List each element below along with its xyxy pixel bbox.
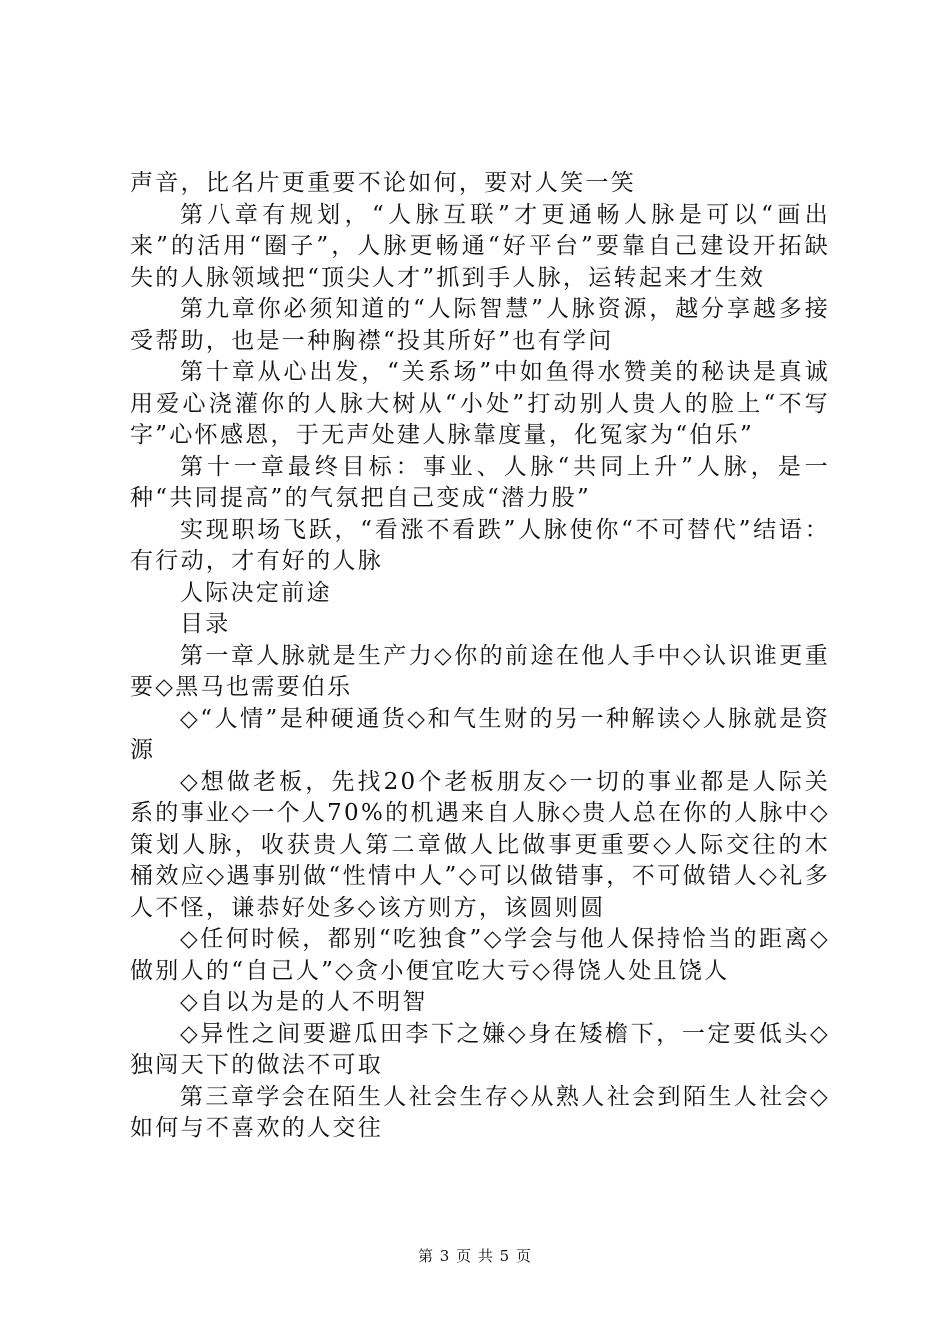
- paragraph: 第一章人脉就是生产力◇你的前途在他人手中◇认识谁更重要◇黑马也需要伯乐: [130, 642, 830, 700]
- paragraph: ◇“人情”是种硬通货◇和气生财的另一种解读◇人脉就是资源: [130, 705, 830, 763]
- paragraph: 第九章你必须知道的“人际智慧”人脉资源，越分享越多接受帮助，也是一种胸襟“投其所好”也有学问: [130, 296, 830, 354]
- page-footer: 第 3 页 共 5 页: [418, 1247, 532, 1265]
- paragraph: ◇想做老板，先找20个老板朋友◇一切的事业都是人际关系的事业◇一个人70%的机遇来自人脉◇贵人总在你的人脉中◇策划人脉，收获贵人第二章做人比做事更重要◇人际交往的木桶效应◇遇事别做“性情中人”◇可以做错事，不可做错人◇礼多人不怪，谦恭好处多◇该方则方，该圆则圆: [130, 768, 830, 921]
- paragraph: ◇任何时候，都别“吃独食”◇学会与他人保持恰当的距离◇做别人的“自己人”◇贪小便宜吃大亏◇得饶人处且饶人: [130, 926, 830, 984]
- paragraph: 声音，比名片更重要不论如何，要对人笑一笑: [130, 170, 636, 196]
- paragraph: 第十章从心出发，“关系场”中如鱼得水赞美的秘诀是真诚用爱心浇灌你的人脉大树从“小处”打动别人贵人的脸上“不写字”心怀感恩，于无声处建人脉靠度量，化冤家为“伯乐”: [130, 359, 830, 448]
- paragraph: 实现职场飞跃，“看涨不看跌”人脉使你“不可替代”结语：有行动，才有好的人脉: [130, 516, 830, 574]
- paragraph: 第十一章最终目标：事业、人脉“共同上升”人脉，是一种“共同提高”的气氛把自己变成“潜力股”: [130, 453, 830, 511]
- paragraph: 第八章有规划，“人脉互联”才更通畅人脉是可以“画出来”的活用“圈子”，人脉更畅通“好平台”要靠自己建设开拓缺失的人脉领域把“顶尖人才”抓到手人脉，运转起来才生效: [130, 201, 830, 291]
- document-body: [130, 168, 830, 1145]
- paragraph: 人际决定前途: [180, 579, 332, 606]
- paragraph: ◇异性之间要避瓜田李下之嫌◇身在矮檐下，一定要低头◇独闯天下的做法不可取: [130, 1020, 830, 1078]
- paragraph: ◇自以为是的人不明智: [180, 989, 428, 1015]
- paragraph: 第三章学会在陌生人社会生存◇从熟人社会到陌生人社会◇如何与不喜欢的人交往: [130, 1083, 830, 1141]
- paragraph: 目录: [180, 611, 231, 637]
